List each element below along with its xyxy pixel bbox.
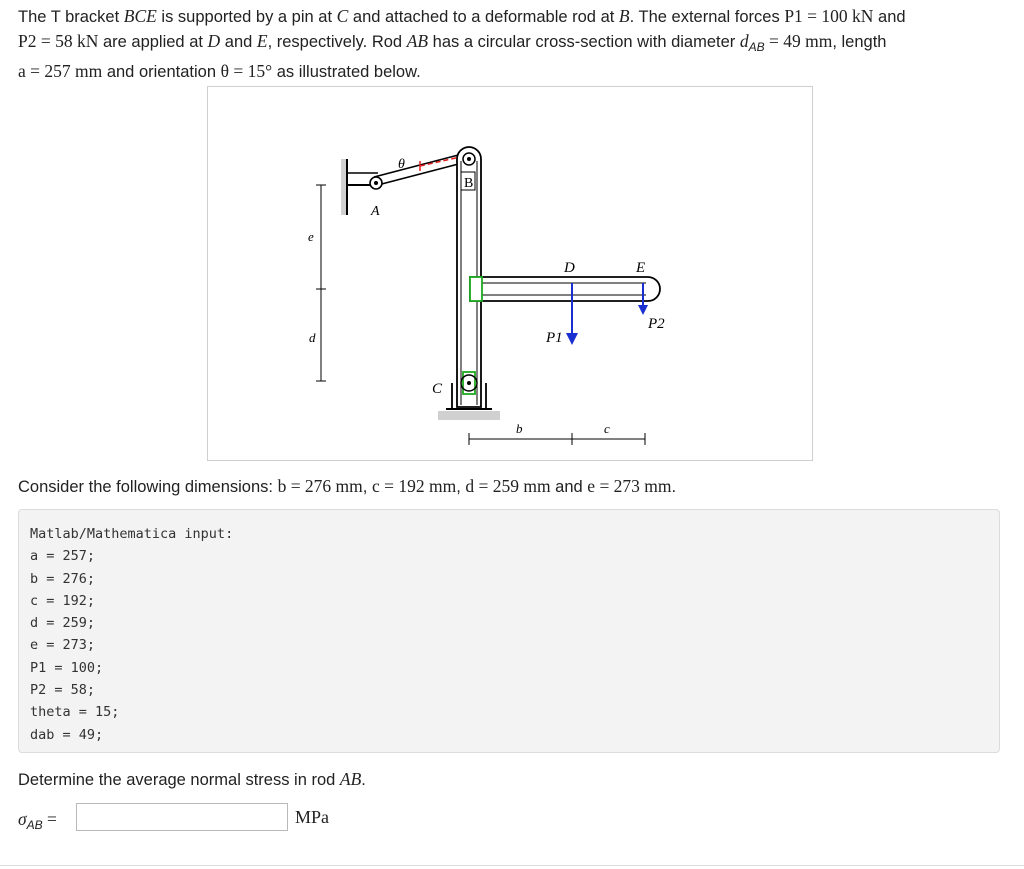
pin-a-center bbox=[374, 181, 378, 185]
code-line: P1 = 100; bbox=[30, 659, 104, 676]
problem-text: are applied at bbox=[98, 33, 208, 51]
force-p1-arrowhead bbox=[566, 333, 578, 345]
math-a: a = 257 mm bbox=[18, 61, 103, 81]
question-prompt bbox=[18, 767, 366, 792]
problem-text: The T bracket bbox=[18, 8, 124, 26]
code-line: P2 = 58; bbox=[30, 682, 96, 699]
problem-text: , respectively. Rod bbox=[267, 33, 407, 51]
pin-b-center bbox=[467, 157, 471, 161]
problem-statement bbox=[18, 4, 978, 84]
math-b-dim: b = 276 mm bbox=[277, 476, 363, 496]
code-line: c = 192; bbox=[30, 592, 96, 609]
figure-label-c-dim: c bbox=[604, 421, 610, 436]
figure-label-p2: P2 bbox=[648, 316, 665, 332]
dimensions-statement bbox=[18, 474, 676, 499]
dims-text: , bbox=[456, 478, 466, 496]
code-line: theta = 15; bbox=[30, 704, 120, 721]
code-line: a = 257; bbox=[30, 548, 96, 565]
math-ab: AB bbox=[339, 769, 362, 789]
problem-text: and orientation bbox=[102, 63, 221, 81]
problem-text: . The external forces bbox=[629, 8, 785, 26]
problem-text: as illustrated below. bbox=[272, 63, 421, 81]
sigma-symbol: σ bbox=[18, 809, 27, 829]
math-d-dim: d = 259 mm bbox=[465, 476, 551, 496]
math-b: B bbox=[618, 6, 630, 26]
code-line: b = 276; bbox=[30, 570, 96, 587]
math-c: C bbox=[336, 6, 349, 26]
problem-text: and bbox=[873, 8, 906, 26]
dims-text: , bbox=[362, 478, 372, 496]
code-line: dab = 49; bbox=[30, 726, 104, 743]
math-c-dim: c = 192 mm bbox=[371, 476, 457, 496]
dims-text: and bbox=[550, 478, 588, 496]
bracket-horizontal-member bbox=[470, 277, 660, 301]
math-d: D bbox=[207, 31, 221, 51]
code-line: e = 273; bbox=[30, 637, 96, 654]
code-line: Matlab/Mathematica input: bbox=[30, 526, 234, 542]
problem-text: and attached to a deformable rod at bbox=[348, 8, 619, 26]
t-bracket-figure bbox=[207, 86, 813, 461]
force-p2-arrowhead bbox=[638, 305, 648, 315]
sigma-subscript: AB bbox=[26, 818, 43, 832]
figure-label-d-dim: d bbox=[309, 330, 316, 345]
figure-label-e-dim: e bbox=[308, 229, 314, 244]
math-p2: P2 = 58 kN bbox=[18, 31, 99, 51]
math-dab-symbol: d bbox=[739, 31, 749, 51]
figure-label-d: D bbox=[564, 260, 575, 276]
math-e: E bbox=[256, 31, 268, 51]
divider bbox=[0, 865, 1024, 866]
figure-label-b-dim: b bbox=[516, 421, 523, 436]
stress-answer-input[interactable] bbox=[76, 803, 288, 831]
question-text: Determine the average normal stress in rod bbox=[18, 771, 340, 789]
dims-text: Consider the following dimensions: bbox=[18, 478, 278, 496]
figure-label-b: B bbox=[464, 176, 474, 191]
math-bce: BCE bbox=[123, 6, 157, 26]
dims-text: . bbox=[671, 478, 677, 496]
answer-label bbox=[18, 809, 57, 832]
problem-text: , length bbox=[832, 33, 887, 51]
math-dab-subscript: AB bbox=[748, 40, 765, 54]
problem-text: has a circular cross-section with diameter bbox=[428, 33, 740, 51]
question-text: . bbox=[361, 771, 366, 789]
problem-text: is supported by a pin at bbox=[156, 8, 337, 26]
figure-label-c-pin: C bbox=[432, 381, 443, 397]
matlab-input-box bbox=[18, 509, 1000, 753]
math-ab: AB bbox=[406, 31, 429, 51]
pin-c-center bbox=[467, 381, 471, 385]
math-e-dim: e = 273 mm bbox=[587, 476, 672, 496]
code-line: d = 259; bbox=[30, 615, 96, 632]
problem-text: and bbox=[220, 33, 257, 51]
math-p1: P1 = 100 kN bbox=[784, 6, 874, 26]
t-bracket-diagram bbox=[208, 87, 812, 460]
figure-label-e: E bbox=[636, 260, 646, 276]
ground-c bbox=[438, 411, 500, 420]
math-theta: θ = 15° bbox=[220, 61, 273, 81]
figure-label-p1: P1 bbox=[546, 330, 563, 346]
unit-label: MPa bbox=[295, 807, 330, 827]
figure-label-a: A bbox=[371, 204, 380, 219]
weld-joint-marker bbox=[470, 277, 482, 301]
equals-sign: = bbox=[42, 809, 57, 829]
figure-label-theta: θ bbox=[398, 157, 405, 172]
math-dab-value: = 49 mm bbox=[764, 31, 833, 51]
